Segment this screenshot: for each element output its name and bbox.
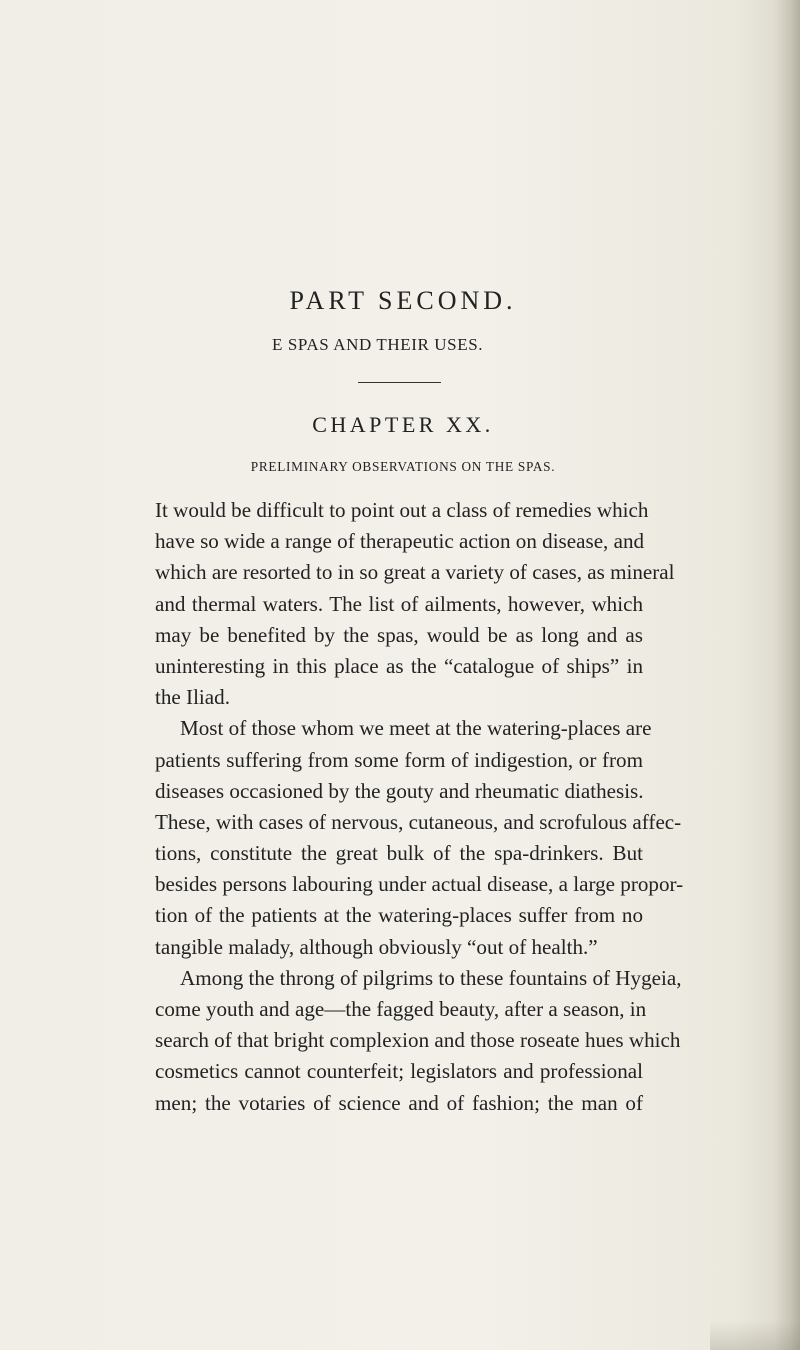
text-line: Most of those whom we meet at the watering-places are [180, 716, 652, 741]
chapter-title: CHAPTER XX. [312, 412, 494, 437]
body-text [155, 495, 684, 1119]
text-line: may be benefited by the spas, would be as long and as [155, 622, 643, 647]
text-line: It would be difficult to point out a class of remedies which [155, 498, 649, 522]
text-line: tion of the patients at the watering-places suffer from no [155, 903, 643, 928]
text-line: besides persons labouring under actual disease, a large propor- [155, 872, 684, 897]
text-line: Among the throng of pilgrims to these fountains of Hygeia, [180, 965, 682, 990]
section-divider [358, 382, 441, 383]
text-line: the Iliad. [155, 685, 230, 710]
text-line: diseases occasioned by the gouty and rheumatic diathesis. [155, 778, 644, 803]
chapter-subtitle: PRELIMINARY OBSERVATIONS ON THE SPAS. [250, 459, 556, 474]
text-line: patients suffering from some form of indigestion, or from [155, 747, 643, 772]
text-line: tions, constitute the great bulk of the spa-drinkers. But [155, 841, 643, 866]
text-line: have so wide a range of therapeutic action on disease, and [155, 529, 645, 554]
text-line: uninteresting in this place as the “catalogue of ships” in [155, 653, 643, 678]
text-line: and thermal waters. The list of ailments, however, which [155, 591, 643, 616]
text-line: men; the votaries of science and of fashion; the man of [155, 1090, 643, 1115]
text-line: which are resorted to in so great a variety of cases, as mineral [155, 560, 675, 585]
text-line: come youth and age—the fagged beauty, after a season, in [155, 997, 647, 1021]
page-corner-shadow [710, 1320, 800, 1350]
text-line: These, with cases of nervous, cutaneous, and scrofulous affec- [155, 809, 682, 834]
part-subtitle: E SPAS AND THEIR USES. [272, 335, 484, 354]
text-line: search of that bright complexion and those roseate hues which [155, 1028, 681, 1053]
page-edge-shadow [774, 0, 800, 1350]
part-title: PART SECOND. [289, 286, 517, 315]
text-line: tangible malady, although obviously “out of health.” [155, 934, 598, 959]
text-line: cosmetics cannot counterfeit; legislators and professional [155, 1059, 643, 1084]
